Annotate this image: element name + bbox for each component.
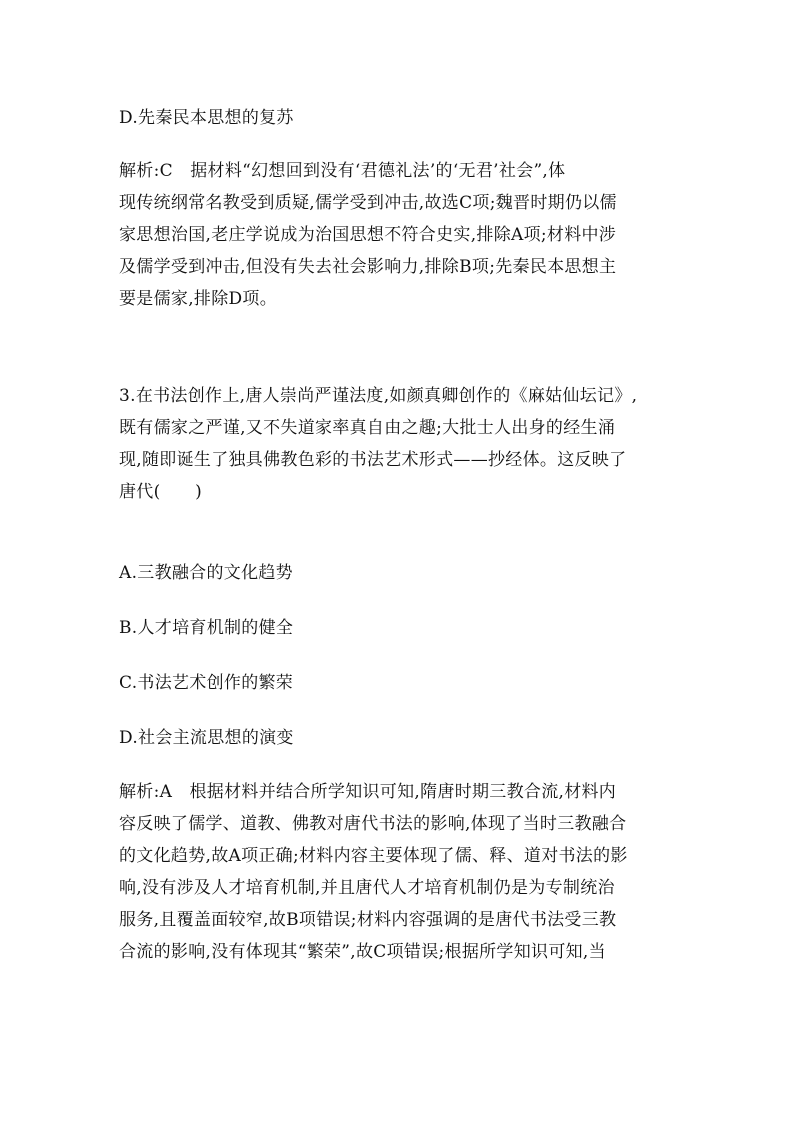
text-line: 现,随即诞生了独具佛教色彩的书法艺术形式——抄经体。这反映了: [119, 450, 627, 470]
text-line: 容反映了儒学、道教、佛教对唐代书法的影响,体现了当时三教融合: [119, 814, 627, 834]
text-line: 3.在书法创作上,唐人崇尚严谨法度,如颜真卿创作的《麻姑仙坛记》,: [119, 386, 638, 406]
text-line: 解析:A 根据材料并结合所学知识可知,隋唐时期三教合流,材料内: [119, 782, 617, 802]
text-line: B.人才培育机制的健全: [119, 618, 294, 638]
text-line: 合流的影响,没有体现其“繁荣”,故C项错误;根据所学知识可知,当: [119, 942, 606, 962]
q3-stem: [119, 380, 684, 508]
text-line: 家思想治国,老庄学说成为治国思想不符合史实,排除A项;材料中涉: [119, 225, 617, 245]
text-line: 解析:C 据材料“幻想回到没有‘君德礼法’的‘无君’社会”,体: [119, 161, 566, 181]
q2-option-d: [119, 102, 684, 134]
text-line: 服务,且覆盖面较窄,故B项错误;材料内容强调的是唐代书法受三教: [119, 910, 617, 930]
q3-option-c: [119, 667, 684, 699]
text-line: D.先秦民本思想的复苏: [119, 108, 294, 128]
text-line: 既有儒家之严谨,又不失道家率真自由之趣;大批士人出身的经生涌: [119, 418, 616, 438]
text-line: 要是儒家,排除D项。: [119, 289, 278, 309]
q3-option-b: [119, 612, 684, 644]
q2-analysis: [119, 155, 684, 315]
q3-option-a: [119, 557, 684, 589]
text-line: 的文化趋势,故A项正确;材料内容主要体现了儒、释、道对书法的影: [119, 846, 628, 866]
text-line: A.三教融合的文化趋势: [119, 563, 293, 583]
text-line: D.社会主流思想的演变: [119, 728, 294, 748]
q3-analysis: [119, 776, 684, 968]
text-line: 响,没有涉及人才培育机制,并且唐代人才培育机制仍是为专制统治: [119, 878, 615, 898]
text-line: C.书法艺术创作的繁荣: [119, 673, 294, 693]
q3-option-d: [119, 722, 684, 754]
text-line: 现传统纲常名教受到质疑,儒学受到冲击,故选C项;魏晋时期仍以儒: [119, 193, 617, 213]
text-line: 唐代( ): [119, 482, 203, 502]
text-line: 及儒学受到冲击,但没有失去社会影响力,排除B项;先秦民本思想主: [119, 257, 617, 277]
